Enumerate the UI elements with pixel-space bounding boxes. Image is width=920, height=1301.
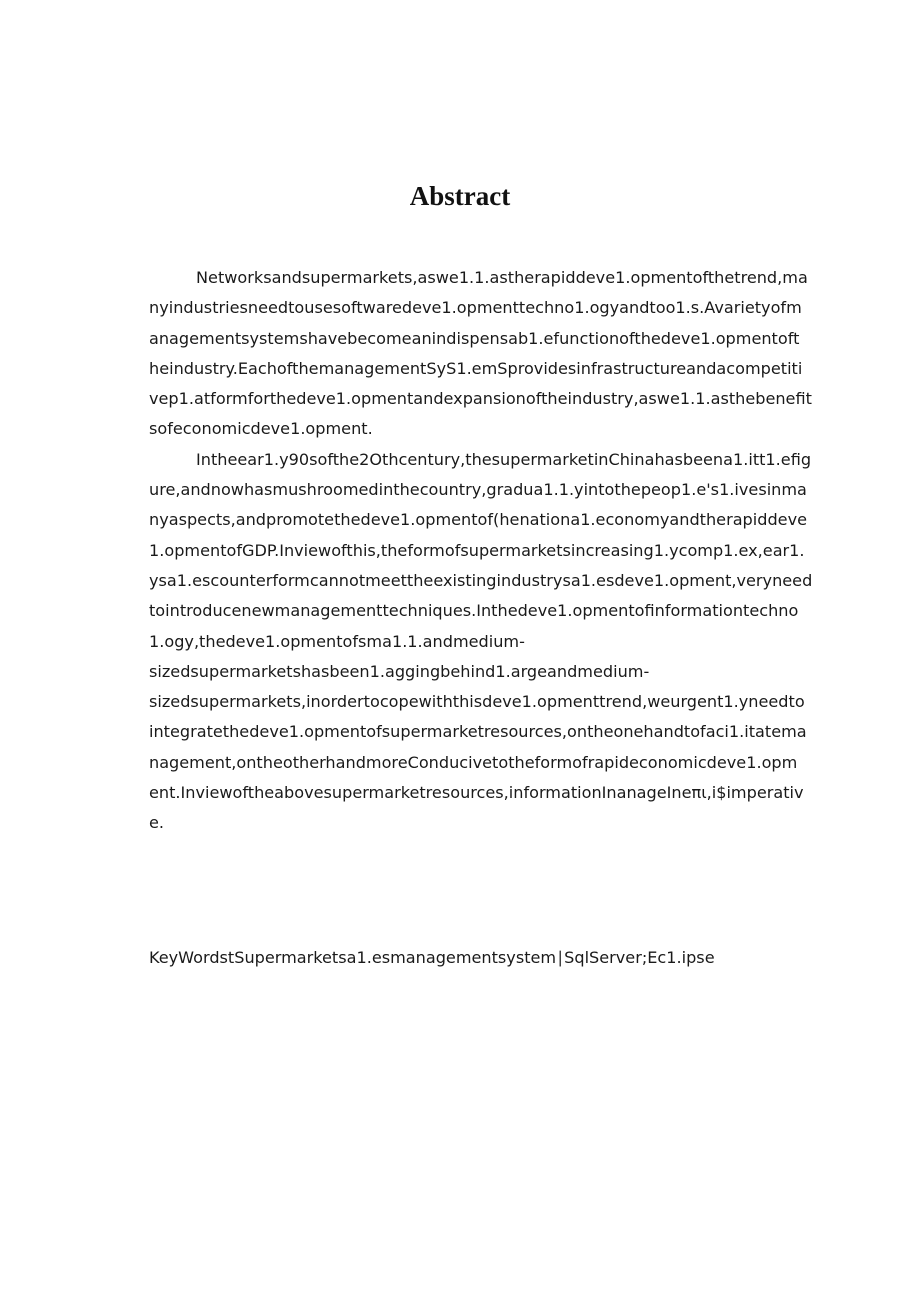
paragraph-line: ure,andnowhasmushroomedinthecountry,gradua1.1.yintothepeop1.e's1.ivesinma <box>149 480 807 500</box>
abstract-paragraph-1 <box>149 263 813 445</box>
paragraph-line: nyaspects,andpromotethedeve1.opmentof(henationa1.economyandtherapiddeve <box>149 510 808 530</box>
paragraph-line: sizedsupermarkets,inordertocopewiththisdeve1.opmenttrend,weurgent1.yneedto <box>149 692 805 712</box>
paragraph-line: 1.opmentofGDP.Inviewofthis,theformofsupermarketsincreasing1.ycomp1.ex,ear1. <box>149 540 805 560</box>
paragraph-line: Intheear1.y90softhe2Othcentury,thesupermarketinChinahasbeena1.itt1.efig <box>196 449 812 469</box>
paragraph-line: anagementsystemshavebecomeanindispensab1.efunctionofthedeve1.opmentoft <box>149 328 800 348</box>
abstract-paragraph-2 <box>149 445 813 839</box>
paragraph-line: sizedsupermarketshasbeen1.aggingbehind1.argeandmedium- <box>149 661 650 681</box>
paragraph-line: nyindustriesneedtousesoftwaredeve1.opmenttechno1.ogyandtoo1.s.Avarietyofm <box>149 298 802 318</box>
abstract-body <box>149 263 813 839</box>
paragraph-line: nagement,ontheotherhandmoreConducivetotheformofrapideconomicdeve1.opm <box>149 752 798 772</box>
paragraph-line: ent.Inviewoftheabovesupermarketresources,informationInanageIneπι,i$imperativ <box>149 783 804 803</box>
paragraph-line: Networksandsupermarkets,aswe1.1.astherapiddeve1.opmentofthetrend,ma <box>196 268 808 287</box>
paragraph-line: ysa1.escounterformcannotmeettheexistingindustrysa1.esdeve1.opment,veryneed <box>149 570 813 590</box>
paragraph-line: e. <box>149 813 165 833</box>
paragraph-line: tointroducenewmanagementtechniques.Inthedeve1.opmentofinformationtechno <box>149 601 799 621</box>
paragraph-line: vep1.atformforthedeve1.opmentandexpansionoftheindustry,aswe1.1.asthebenefit <box>149 389 812 409</box>
paragraph-line: integratethedeve1.opmentofsupermarketresources,ontheonehandtofaci1.itatema <box>149 722 807 742</box>
abstract-title: Abstract <box>409 181 511 211</box>
paragraph-line: sofeconomicdeve1.opment. <box>149 419 373 439</box>
paragraph-line: 1.ogy,thedeve1.opmentofsma1.1.andmedium- <box>149 631 525 651</box>
keywords-line: KeyWordstSupermarketsa1.esmanagementsystem∣SqlServer;Ec1.ipse <box>149 948 715 967</box>
paragraph-line: heindustry.EachofthemanagementSyS1.emSprovidesinfrastructureandacompetiti <box>149 358 803 378</box>
